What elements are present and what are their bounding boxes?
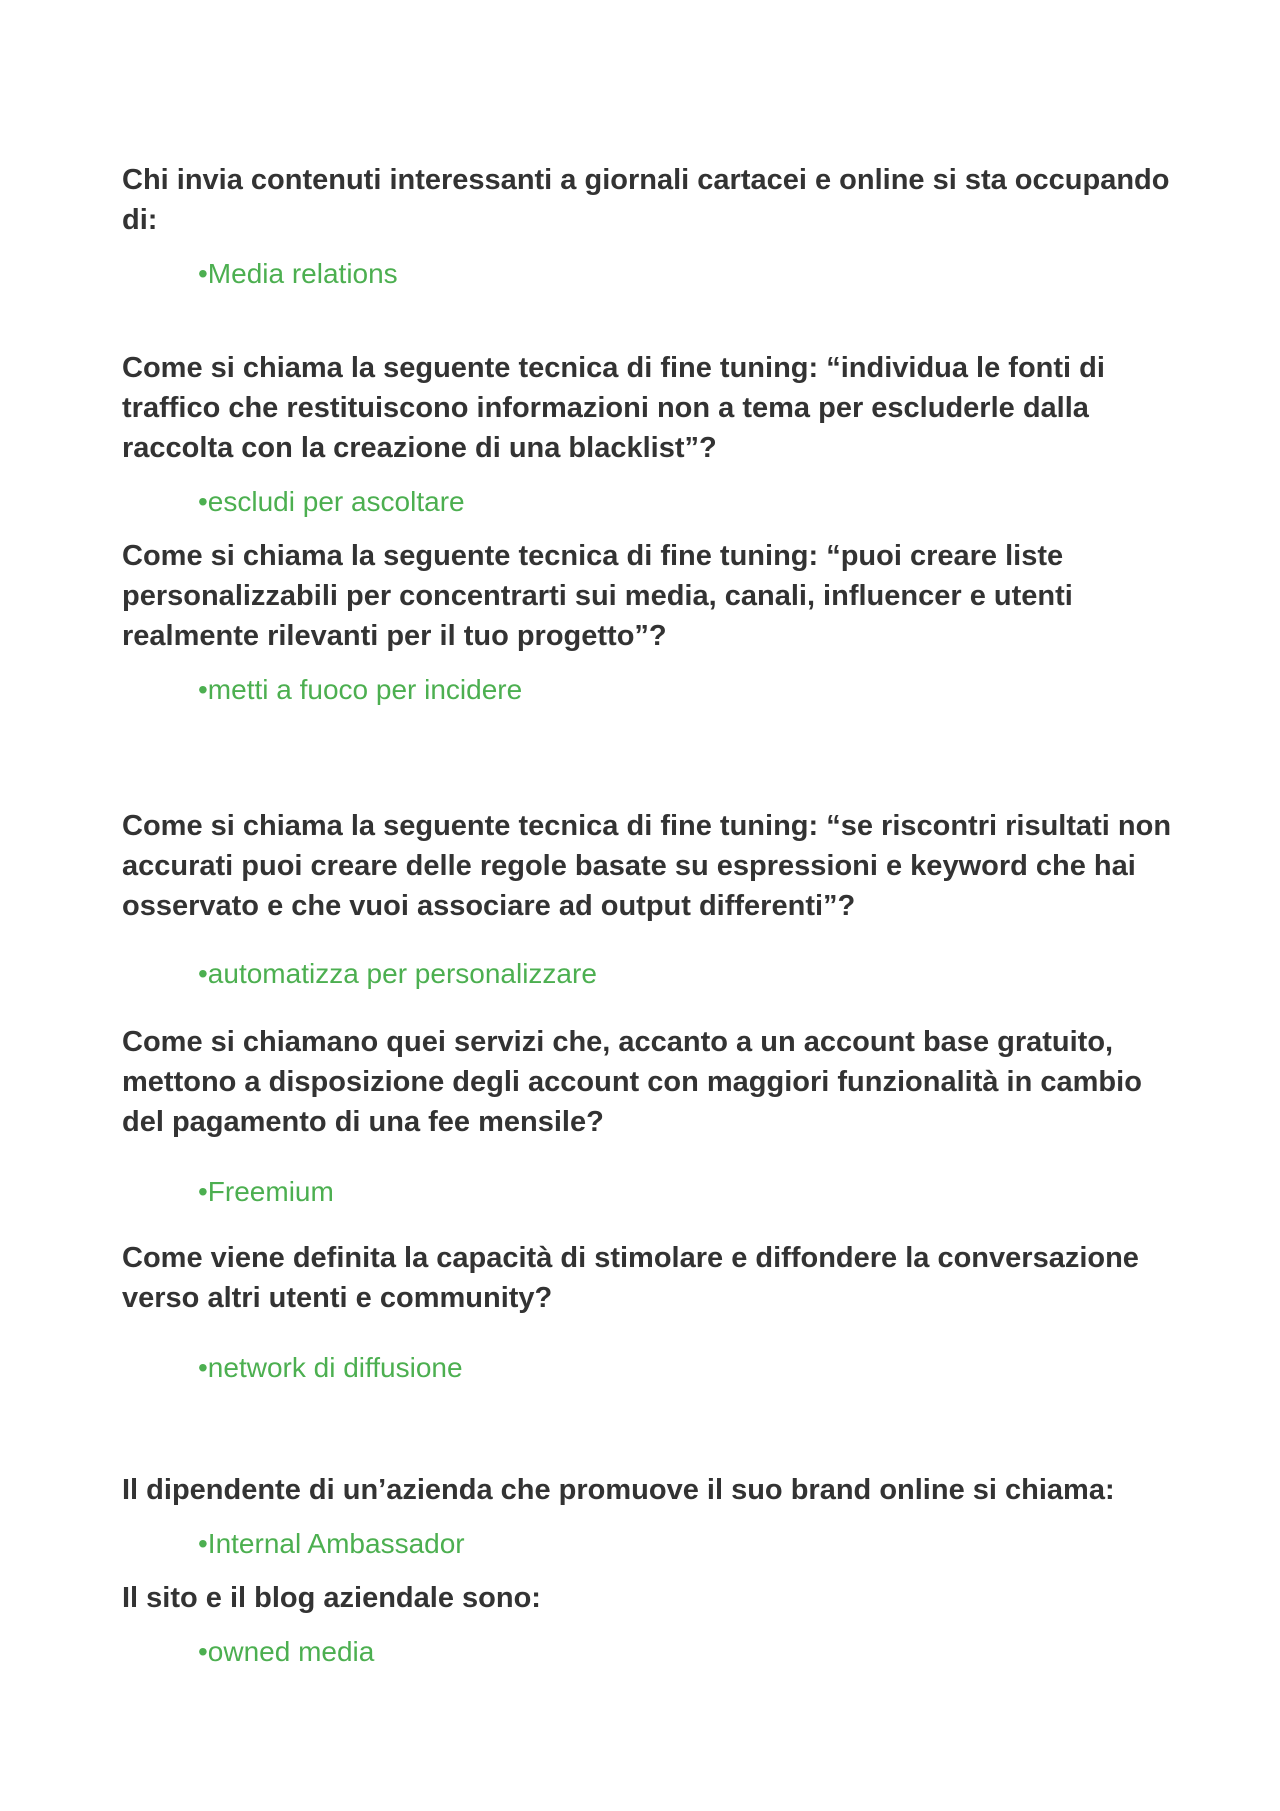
answer-3: •metti a fuoco per incidere: [198, 674, 523, 705]
question-7: Il dipendente di un’azienda che promuove il suo brand online si chiama:: [122, 1474, 1115, 1506]
answer-2: •escludi per ascoltare: [198, 486, 465, 517]
question-3: Come si chiama la seguente tecnica di fine tuning: “puoi creare liste personalizzabili per concentrarti sui media, canali, influencer e utenti realmente rilevanti per il tuo progetto”?: [122, 540, 1073, 652]
answer-1: •Media relations: [198, 258, 398, 289]
question-4: Come si chiama la seguente tecnica di fine tuning: “se riscontri risultati non accurati puoi creare delle regole basate su espressioni e keyword che hai osservato e che vuoi associare ad output differenti”?: [122, 810, 1172, 922]
question-8: Il sito e il blog aziendale sono:: [122, 1582, 541, 1614]
answer-6: •network di diffusione: [198, 1352, 463, 1383]
question-2: Come si chiama la seguente tecnica di fine tuning: “individua le fonti di traffico che restituiscono informazioni non a tema per escluderle dalla raccolta con la creazione di una blacklist”?: [122, 352, 1105, 464]
question-5: Come si chiamano quei servizi che, accanto a un account base gratuito, mettono a disposizione degli account con maggiori funzionalità in cambio del pagamento di una fee mensile?: [122, 1026, 1142, 1138]
question-1: Chi invia contenuti interessanti a giornali cartacei e online si sta occupando di:: [122, 164, 1170, 236]
answer-7: •Internal Ambassador: [198, 1528, 465, 1559]
question-6: Come viene definita la capacità di stimolare e diffondere la conversazione verso altri utenti e community?: [122, 1242, 1139, 1314]
answer-4: •automatizza per personalizzare: [198, 958, 597, 989]
answer-8: •owned media: [198, 1636, 375, 1667]
answer-5: •Freemium: [198, 1176, 334, 1207]
